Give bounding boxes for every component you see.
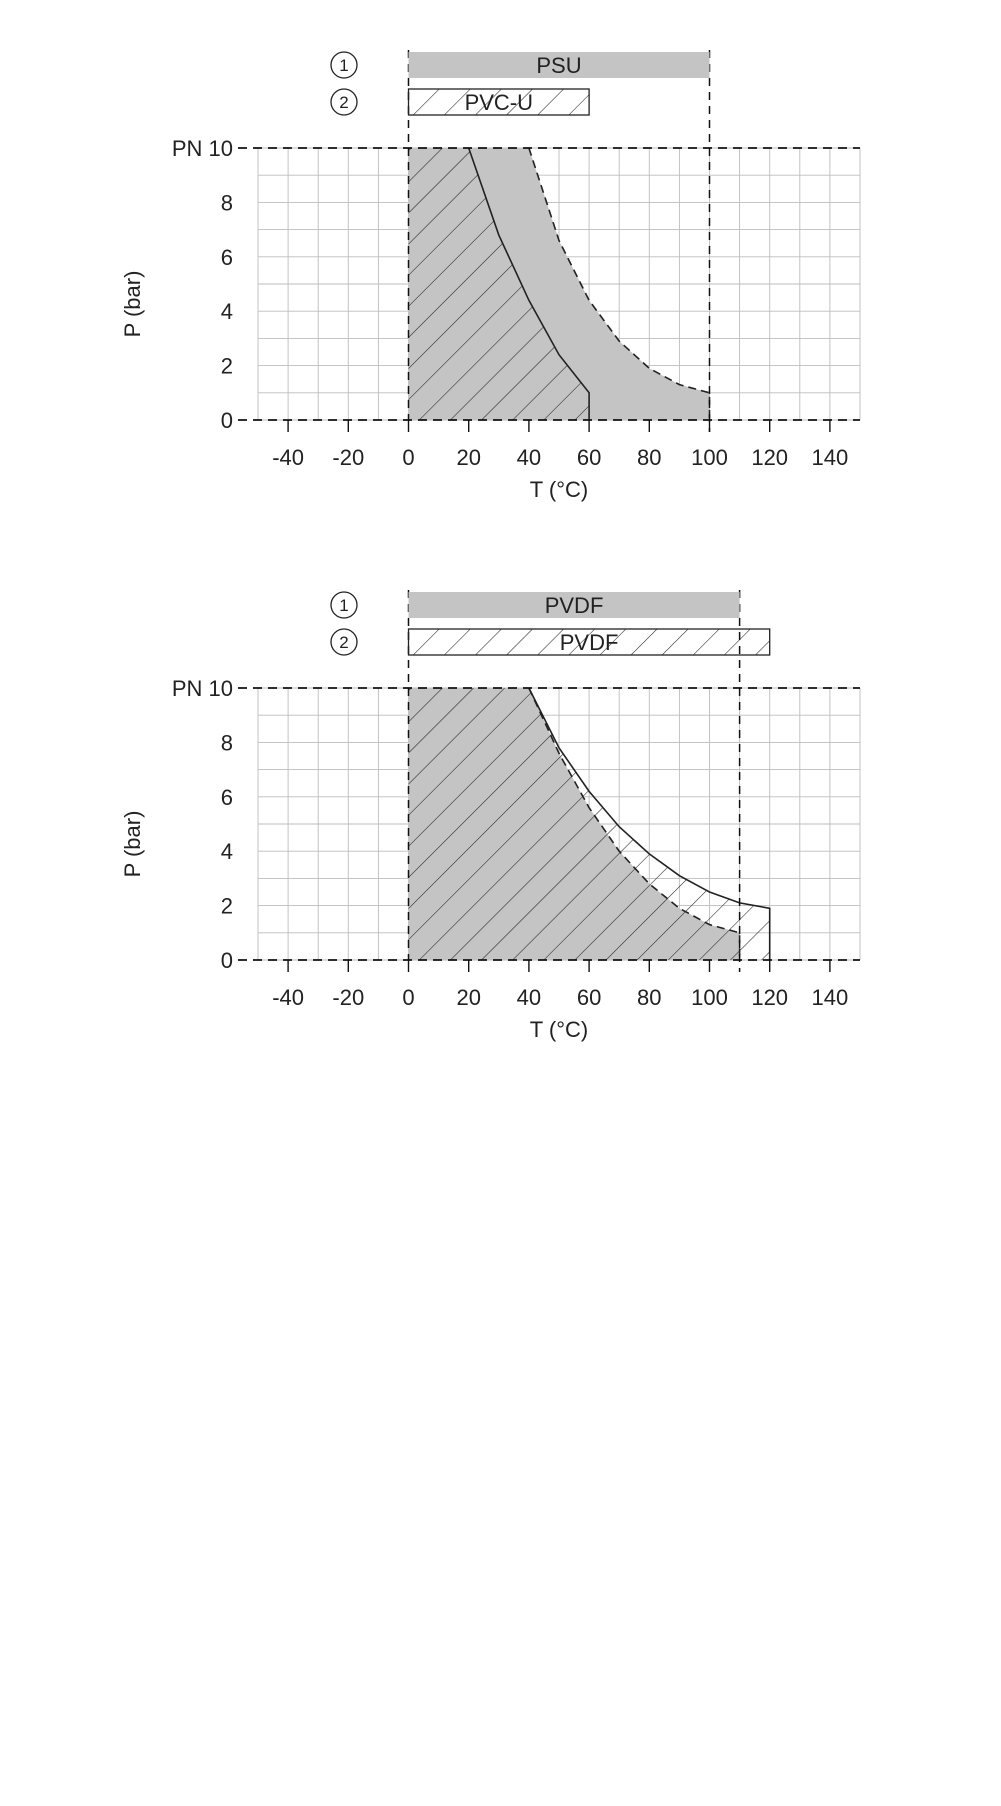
x-tick-label: 100 [691, 445, 728, 470]
y-tick-label: 2 [220, 353, 233, 379]
y-tick-label: 2 [220, 893, 233, 919]
x-tick-label: 0 [402, 985, 415, 1010]
y-tick-label: 4 [220, 839, 233, 865]
pn-label: PN 10 [171, 676, 233, 701]
y-tick-label: 8 [220, 190, 233, 216]
legend-label: PVC-U [464, 90, 534, 115]
y-tick-label: 0 [220, 948, 233, 973]
x-tick-label: 20 [456, 445, 481, 470]
x-tick-label: 120 [751, 445, 789, 470]
legend-label: PVDF [559, 630, 619, 655]
x-tick-label: 80 [637, 985, 662, 1010]
x-tick-label: 60 [576, 445, 602, 470]
legend-marker-number: 2 [339, 93, 349, 112]
legend-label: PVDF [544, 593, 604, 618]
x-tick-label: 20 [456, 985, 481, 1010]
x-axis-title: T (°C) [529, 477, 589, 502]
chart-svg [0, 570, 1001, 1110]
x-tick-label: 80 [637, 445, 662, 470]
x-tick-label: 40 [516, 985, 542, 1010]
y-axis-title: P (bar) [120, 270, 145, 338]
legend-marker-number: 2 [339, 633, 349, 652]
y-tick-label: 6 [220, 784, 233, 810]
legend-marker-number: 1 [339, 56, 349, 75]
x-tick-label: 40 [516, 445, 542, 470]
y-tick-label: 6 [220, 244, 233, 270]
x-tick-label: 140 [811, 445, 849, 470]
x-tick-label: -40 [272, 445, 304, 470]
x-tick-label: 0 [402, 445, 415, 470]
y-tick-label: 0 [220, 408, 233, 433]
x-tick-label: -40 [272, 985, 304, 1010]
y-tick-label: 4 [220, 299, 233, 325]
x-tick-label: 100 [691, 985, 728, 1010]
psu-pressure-temperature-chart [0, 30, 1001, 570]
legend-marker-number: 1 [339, 596, 349, 615]
x-tick-label: -20 [332, 445, 365, 470]
x-tick-label: 140 [811, 985, 849, 1010]
legend-label: PSU [536, 53, 582, 78]
y-axis-title: P (bar) [120, 810, 145, 878]
y-tick-label: 8 [220, 730, 233, 756]
x-tick-label: -20 [332, 985, 365, 1010]
pvdf-pressure-temperature-chart [0, 570, 1001, 1110]
chart-svg [0, 30, 1001, 570]
x-tick-label: 120 [751, 985, 789, 1010]
x-tick-label: 60 [576, 985, 602, 1010]
pn-label: PN 10 [171, 136, 233, 161]
x-axis-title: T (°C) [529, 1017, 589, 1042]
